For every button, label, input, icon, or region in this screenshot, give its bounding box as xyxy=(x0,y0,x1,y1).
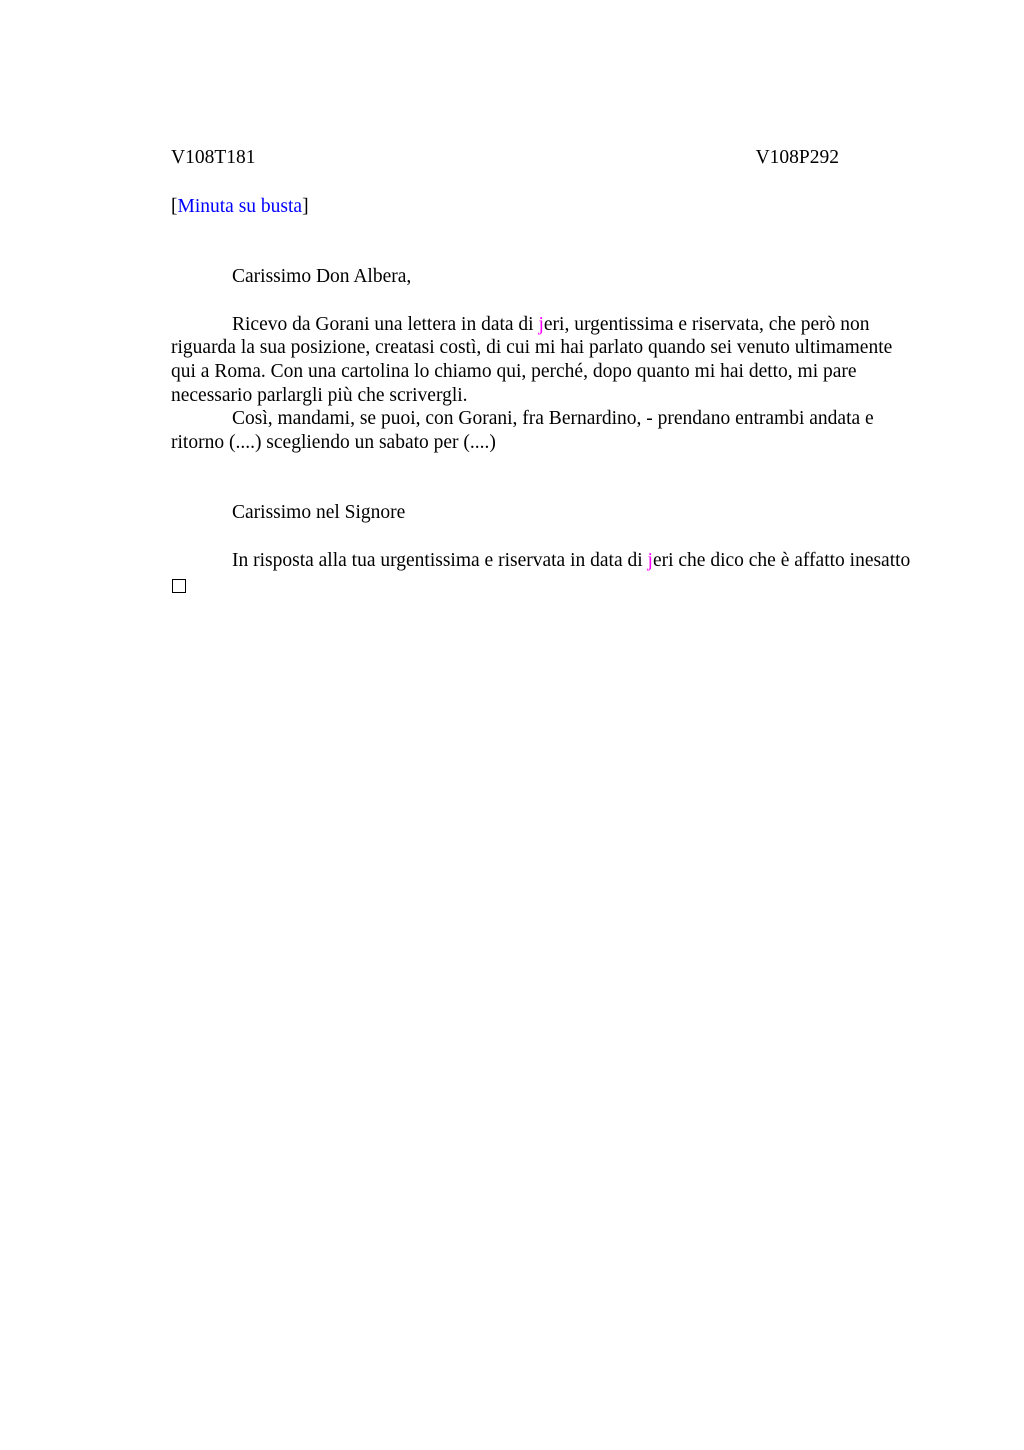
letter1-body xyxy=(171,313,913,455)
letter2-salutation: Carissimo nel Signore xyxy=(232,502,406,524)
document-page xyxy=(171,146,913,593)
letter1-p1-text-start: Ricevo da Gorani una lettera in data di xyxy=(232,313,539,335)
letter1-salutation: Carissimo Don Albera, xyxy=(232,266,412,288)
letter1-p1-text-end: eri, urgentissima e riservata, che però non riguarda la sua posizione, creatasi costì, di cui mi hai parlato quando sei venuto ultimamente qui a Roma. Con una cartolina lo chiamo qui, perché, dopo quanto mi hai detto, mi pare necessario parlargli più che scrivergli. xyxy=(171,313,893,406)
editorial-note xyxy=(171,195,913,219)
left-archive-code: V108T181 xyxy=(171,147,256,168)
letter2-p1-highlight: j xyxy=(647,549,653,571)
document-header xyxy=(171,146,839,170)
letter1-p1-highlight: j xyxy=(538,313,544,335)
letter1-paragraph-1 xyxy=(171,313,913,407)
note-text: Minuta su busta xyxy=(177,195,303,217)
note-open-bracket: [ xyxy=(171,195,178,217)
right-archive-code: V108P292 xyxy=(755,147,839,168)
note-close-bracket: ] xyxy=(302,195,309,217)
letter1-paragraph-2: Così, mandami, se puoi, con Gorani, fra Bernardino, - prendano entrambi andata e ritorno (....) scegliendo un sabato per (....) xyxy=(171,408,874,453)
letter2-p1-text-end: eri che dico che è affatto inesatto xyxy=(652,549,911,571)
letter2-paragraph-1 xyxy=(171,549,913,573)
letter2-body xyxy=(171,549,913,573)
letter2-p1-text-start: In risposta alla tua urgentissima e riservata in data di xyxy=(232,549,648,571)
empty-square-icon xyxy=(172,579,186,593)
